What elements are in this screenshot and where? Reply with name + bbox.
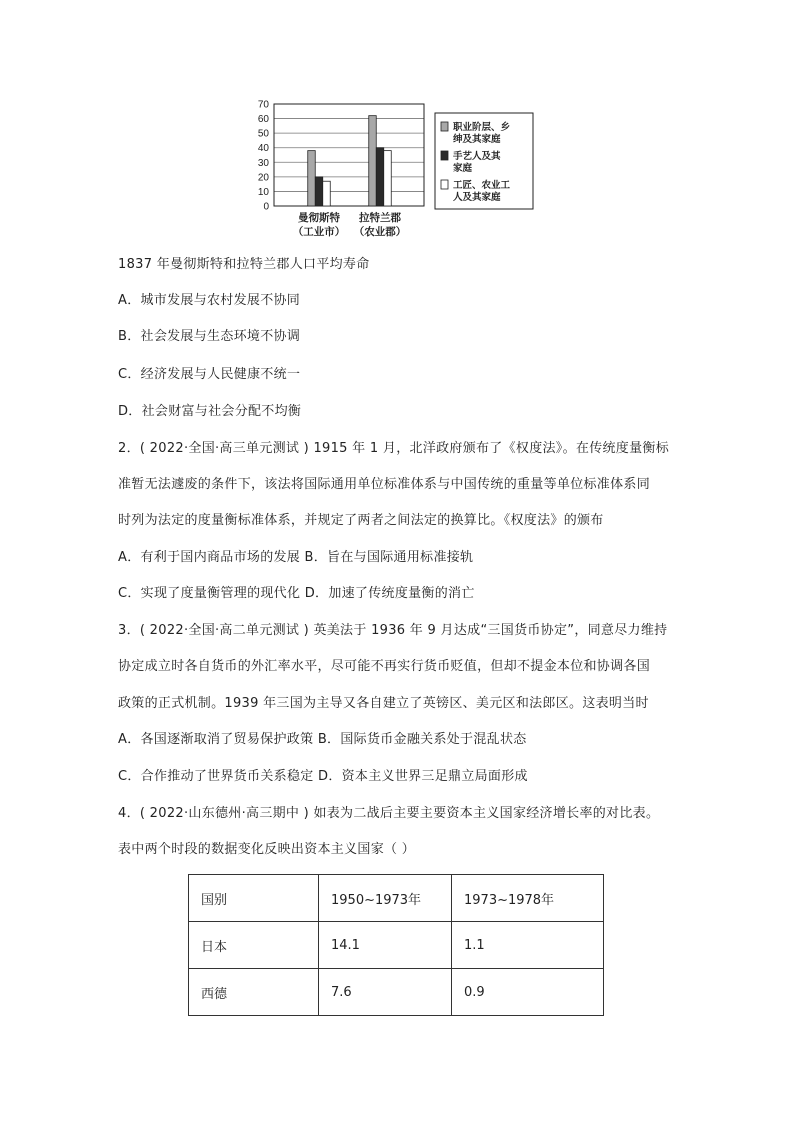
q3-options-ab: A．各国逐渐取消了贸易保护政策 B．国际货币金融关系处于混乱状态 — [118, 732, 527, 747]
q3-options-cd: C．合作推动了世界货币关系稳定 D．资本主义世界三足鼎立局面形成 — [118, 769, 528, 784]
q3-stem-line-3: 政策的正式机制。1939 年三国为主导又各自建立了英镑区、美元区和法郎区。这表明当时 — [118, 696, 649, 711]
y-tick-label: 50 — [257, 128, 269, 140]
life-expectancy-chart — [246, 96, 546, 246]
y-tick-label: 0 — [263, 201, 269, 213]
legend-label: 工匠、农业工 — [453, 180, 511, 191]
plot-frame — [274, 104, 424, 206]
table-cell: 西德 — [189, 969, 319, 1016]
table-header-cell: 国别 — [189, 875, 319, 922]
q3-stem-line-1: 3．( 2022·全国·高二单元测试 ) 英美法于 1936 年 9 月达成“三国货币协定”，同意尽力维持 — [118, 623, 668, 638]
table-cell: 0.9 — [452, 969, 604, 1016]
bar — [376, 148, 384, 206]
x-tick-label: （农业郡） — [353, 226, 407, 238]
y-tick-label: 60 — [257, 114, 269, 126]
x-tick-label: （工业市） — [292, 226, 346, 238]
q4-stem-line-1: 4．( 2022·山东德州·高三期中 ) 如表为二战后主要主要资本主义国家经济增长率的对比表。 — [118, 806, 660, 821]
y-tick-label: 20 — [257, 172, 269, 184]
x-tick-label: 曼彻斯特 — [298, 212, 340, 224]
legend-label: 绅及其家庭 — [453, 134, 501, 145]
q2-stem-line-3: 时列为法定的度量衡标准体系，并规定了两者之间法定的换算比。《权度法》的颁布 — [118, 513, 604, 528]
q2-options-ab: A．有利于国内商品市场的发展 B．旨在与国际通用标准接轨 — [118, 550, 474, 565]
growth-rate-table — [188, 874, 604, 1016]
y-tick-label: 30 — [257, 157, 269, 169]
legend-label: 人及其家庭 — [453, 192, 501, 203]
y-tick-label: 70 — [257, 99, 269, 111]
q2-options-cd: C．实现了度量衡管理的现代化 D．加速了传统度量衡的消亡 — [118, 586, 475, 601]
table-cell: 14.1 — [319, 922, 452, 969]
y-tick-label: 40 — [257, 143, 269, 155]
bar — [315, 177, 323, 206]
q2-stem-line-2: 准暂无法遽废的条件下，该法将国际通用单位标准体系与中国传统的重量等单位标准体系同 — [118, 477, 651, 492]
table-cell: 日本 — [189, 922, 319, 969]
legend-swatch — [441, 180, 448, 189]
table-header-cell: 1973~1978年 — [452, 875, 604, 922]
y-tick-label: 10 — [257, 186, 269, 198]
bar — [384, 151, 392, 206]
x-tick-label: 拉特兰郡 — [359, 212, 401, 224]
table-row — [189, 922, 604, 969]
q1-option-a: A．城市发展与农村发展不协同 — [118, 293, 301, 308]
table-cell: 1.1 — [452, 922, 604, 969]
table-header-row — [189, 875, 604, 922]
q1-option-d: D．社会财富与社会分配不均衡 — [118, 404, 302, 419]
bar — [369, 116, 377, 206]
table-cell: 7.6 — [319, 969, 452, 1016]
legend-label: 职业阶层、乡 — [453, 122, 511, 133]
legend-label: 手艺人及其 — [453, 151, 501, 162]
table-row — [189, 969, 604, 1016]
table-header-cell: 1950~1973年 — [319, 875, 452, 922]
q1-option-c: C．经济发展与人民健康不统一 — [118, 367, 301, 382]
legend-label: 家庭 — [453, 163, 473, 174]
q2-stem-line-1: 2．( 2022·全国·高三单元测试 ) 1915 年 1 月，北洋政府颁布了《权度法》。在传统度量衡标 — [118, 441, 670, 456]
q1-option-b: B．社会发展与生态环境不协调 — [118, 329, 301, 344]
q3-stem-line-2: 协定成立时各自货币的外汇率水平，尽可能不再实行货币贬值，但却不提金本位和协调各国 — [118, 659, 651, 674]
bar — [308, 151, 316, 206]
legend-swatch — [441, 151, 448, 160]
legend-swatch — [441, 122, 448, 131]
chart-caption: 1837 年曼彻斯特和拉特兰郡人口平均寿命 — [118, 257, 370, 272]
q4-stem-line-2: 表中两个时段的数据变化反映出资本主义国家（ ） — [118, 842, 416, 857]
bar — [323, 181, 331, 206]
